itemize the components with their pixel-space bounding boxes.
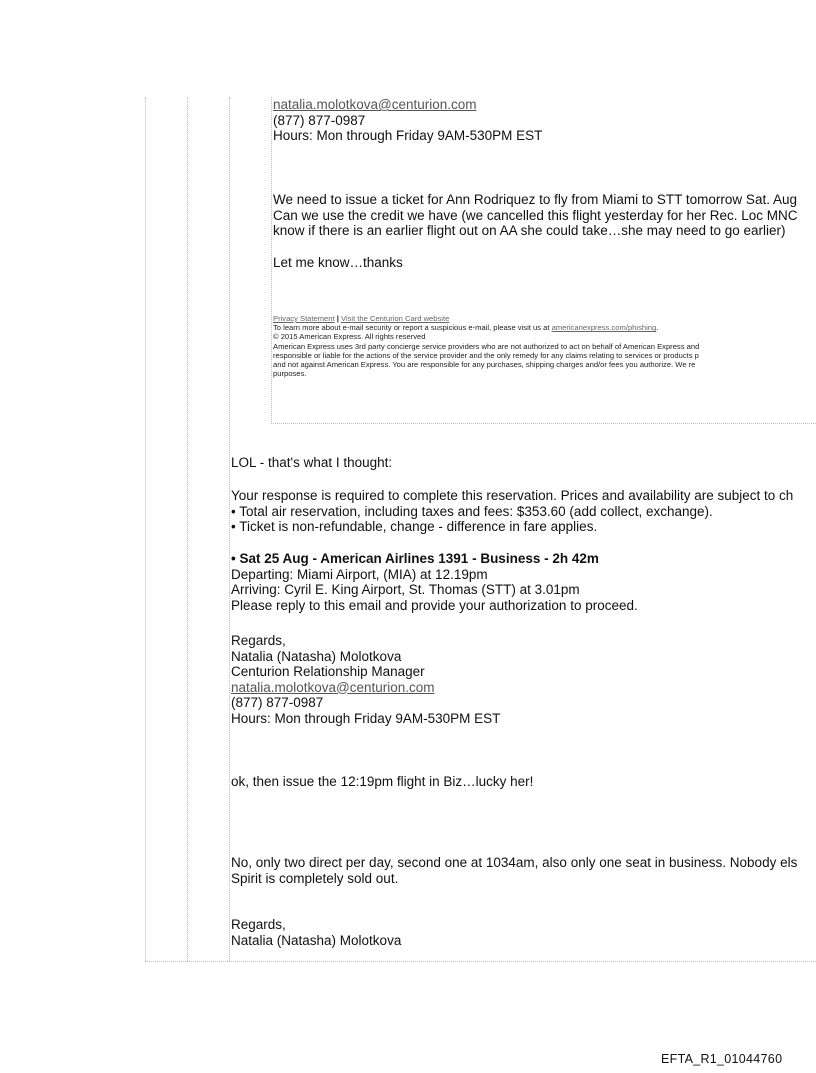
- learn-more-text: To learn more about e-mail security or report a suspicious e-mail, please visit us at: [273, 323, 552, 333]
- final-regards: Regards,: [231, 917, 286, 932]
- reply-no: [231, 855, 797, 886]
- copyright-text: © 2015 American Express. All rights reserved: [273, 332, 426, 342]
- learn-more-suffix: .: [656, 323, 659, 333]
- flight-details: [231, 551, 638, 613]
- closing-text: Let me know…thanks: [273, 255, 403, 270]
- quote-border: [271, 97, 272, 424]
- reply-lol-text: LOL - that's what I thought:: [231, 455, 393, 470]
- signature-title: Centurion Relationship Manager: [231, 664, 425, 679]
- signature-hours: Hours: Mon through Friday 9AM-530PM EST: [231, 710, 501, 726]
- thread-border-inner: [229, 97, 230, 961]
- phishing-link[interactable]: americanexpress.com/phishing: [551, 323, 657, 333]
- centurion-website-link[interactable]: Visit the Centurion Card website: [340, 314, 450, 323]
- final-name: Natalia (Natasha) Molotkova: [231, 932, 402, 948]
- final-signature: [231, 917, 401, 948]
- arriving-info: Arriving: Cyril E. King Airport, St. Thomas (STT) at 3.01pm: [231, 582, 580, 597]
- reservation-bullet: • Total air reservation, including taxes and fees: $353.60 (add collect, exchange).: [231, 503, 713, 519]
- signature-block: [231, 633, 500, 726]
- quoted-email-link[interactable]: natalia.molotkova@centurion.com: [273, 97, 477, 112]
- thread-bottom-border: [145, 961, 816, 962]
- request-line: We need to issue a ticket for Ann Rodriquez to fly from Miami to STT tomorrow Sat. Aug: [273, 192, 797, 207]
- authorization-request: Please reply to this email and provide your authorization to proceed.: [231, 597, 638, 613]
- reservation-details: [231, 488, 793, 535]
- document-id: EFTA_R1_01044760: [661, 1052, 783, 1066]
- thread-border-middle: [187, 97, 188, 961]
- disclaimer-line: and not against American Express. You are responsible for any purchases, shipping charges and/or fees you authorize. We re: [273, 360, 696, 370]
- signature-phone: (877) 877-0987: [231, 695, 324, 710]
- signature-regards: Regards,: [231, 633, 286, 648]
- disclaimer-line: purposes.: [273, 369, 307, 379]
- signature-email-link[interactable]: natalia.molotkova@centurion.com: [231, 679, 435, 695]
- reply-no-line: No, only two direct per day, second one at 1034am, also only one seat in business. Nobody els: [231, 855, 798, 870]
- reservation-intro: Your response is required to complete this reservation. Prices and availability are subject to ch: [231, 488, 794, 503]
- link-separator: |: [334, 314, 341, 323]
- privacy-statement-link[interactable]: Privacy Statement: [273, 314, 335, 323]
- quoted-hours: Hours: Mon through Friday 9AM-530PM EST: [273, 128, 543, 143]
- quote-bottom-border: [271, 423, 816, 424]
- disclaimer-line: responsible or liable for the actions of the service provider and the only remedy for any claims relating to services or products p: [273, 350, 699, 360]
- quoted-contact-block: [273, 97, 542, 144]
- reply-issue: [231, 774, 533, 790]
- reply-issue-text: ok, then issue the 12:19pm flight in Biz…lucky her!: [231, 774, 534, 789]
- request-line: know if there is an earlier flight out on AA she could take…she may need to go earlier): [273, 223, 786, 238]
- ticket-request-text: [273, 192, 798, 239]
- reply-no-line: Spirit is completely sold out.: [231, 870, 399, 886]
- amex-footer: [273, 314, 699, 378]
- reply-lol: [231, 455, 392, 471]
- request-closing: [273, 255, 403, 271]
- request-line: Can we use the credit we have (we cancelled this flight yesterday for her Rec. Loc MNC: [273, 207, 798, 223]
- flight-title: • Sat 25 Aug - American Airlines 1391 - Business - 2h 42m: [231, 551, 599, 566]
- departing-info: Departing: Miami Airport, (MIA) at 12.19pm: [231, 566, 488, 582]
- reservation-bullet: • Ticket is non-refundable, change - difference in fare applies.: [231, 519, 598, 534]
- thread-border-outer: [145, 97, 146, 961]
- quoted-phone: (877) 877-0987: [273, 112, 366, 128]
- signature-name: Natalia (Natasha) Molotkova: [231, 648, 402, 664]
- disclaimer-line: American Express uses 3rd party concierge service providers who are not authorized to act on behalf of American Express and: [273, 341, 700, 351]
